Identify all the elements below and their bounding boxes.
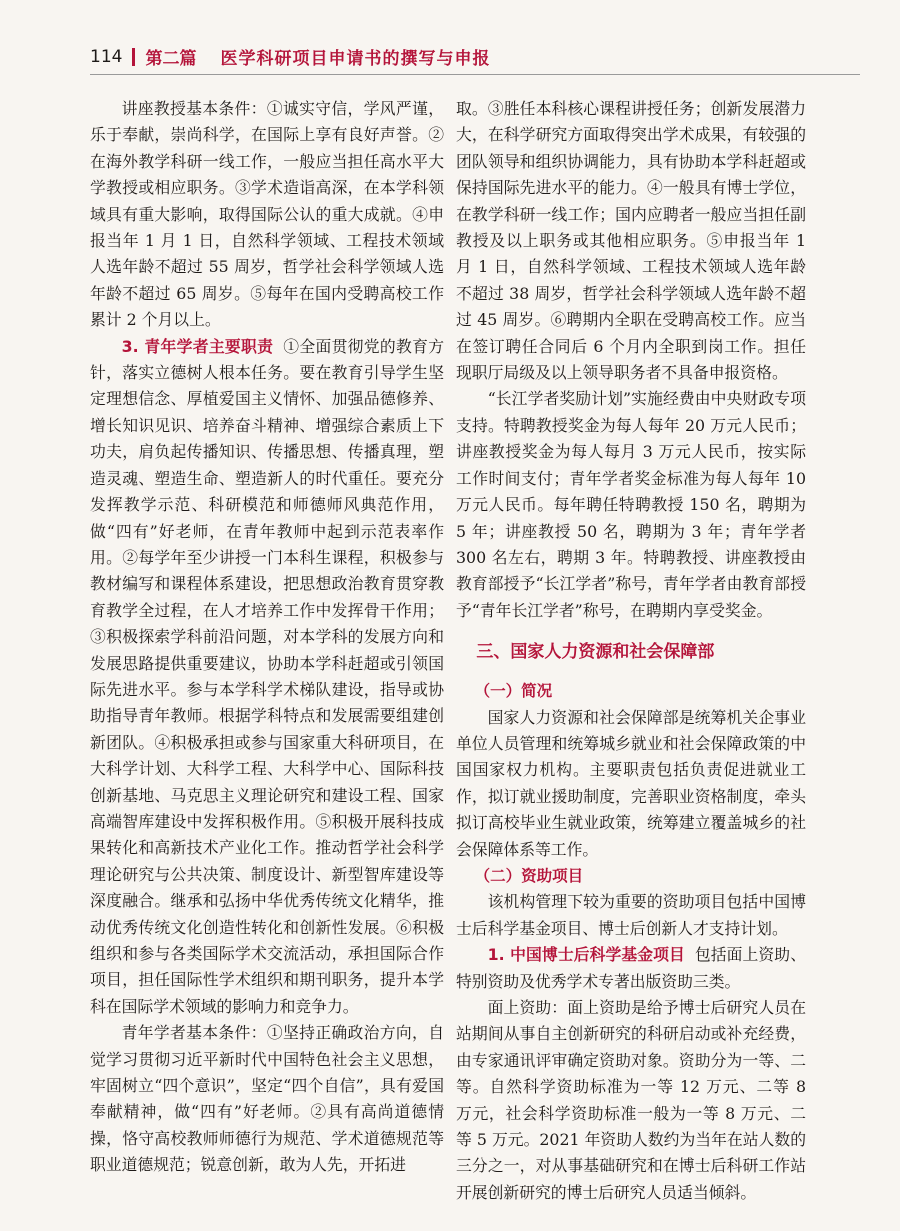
- page-number: 114: [90, 46, 123, 67]
- paragraph-lecture-professor-conditions: 讲座教授基本条件：①诚实守信，学风严谨，乐于奉献，崇尚科学，在国际上享有良好声誉。②在海外教学科研一线工作，一般应当担任高水平大学教授或相应职务。③学术造诣高深，在本学科领域具有重大影响，取得国际公认的重大成就。④申报当年 1 月 1 日，自然科学领域、工程技术领域人选年龄不超过 55 周岁，哲学社会科学领域人选年龄不超过 65 周岁。⑤每年在国内受聘高校工作累计 2 个月以上。: [90, 99, 444, 330]
- header-rule: [90, 74, 860, 75]
- section-heading-mohrss: 三、国家人力资源和社会保障部: [476, 642, 715, 663]
- paragraph-young-scholar-conditions: 青年学者基本条件：①坚持正确政治方向，自觉学习贯彻习近平新时代中国特色社会主义思想，牢固树立“四个意识”，坚定“四个自信”，具有爱国奉献精神，做“四有”好老师。②具有高尚道德情操，恪守高校教师师德行为规范、学术道德规范等职业道德规范；锐意创新，敢为人先，开拓进: [90, 1023, 444, 1175]
- section-heading-young-scholar-duties: 3. 青年学者主要职责: [121, 336, 274, 356]
- book-title: 医学科研项目申请书的撰写与申报: [220, 49, 491, 69]
- paragraph-conditions-continued: 取。③胜任本科核心课程讲授任务；创新发展潜力大，在科学研究方面取得突出学术成果，有较强的团队领导和组织协调能力，具有协助本学科赶超或保持国际先进水平的能力。④一般具有博士学位，在教学科研一线工作；国内应聘者一般应当担任副教授及以上职务或其他相应职务。⑤申报当年 1 月 1 日，自然科学领域、工程技术领域人选年龄不超过 38 周岁，哲学社会科学领域人选年龄不超过 45 周岁。⑥聘期内全职在受聘高校工作。应当在签订聘任合同后 6 个月内全职到岗工作。担任现职厅局级及以上领导职务者不具备申报资格。: [456, 99, 806, 383]
- paragraph-funding-projects: 该机构管理下较为重要的资助项目包括中国博士后科学基金项目、博士后创新人才支持计划。: [456, 892, 806, 938]
- paragraph-funding: “长江学者奖励计划”实施经费由中央财政专项支持。特聘教授奖金为每人每年 20 万元人民币；讲座教授奖金为每人每月 3 万元人民币，按实际工作时间支付；青年学者奖金标准为每人每年 10 万元人民币。每年聘任特聘教授 150 名，聘期为 5 年；讲座教授 50 名，聘期为 3 年；青年学者 300 名左右，聘期 3 年。特聘教授、讲座教授由教育部授予“长江学者”称号，青年学者由教育部授予“青年长江学者”称号，在聘期内享受奖金。: [456, 389, 806, 620]
- young-scholar-duties-text: ①全面贯彻党的教育方针，落实立德树人根本任务。要在教育引导学生坚定理想信念、厚植爱国主义情怀、加强品德修养、增长知识见识、培养奋斗精神、增强综合素质上下功夫，肩负起传播知识、传播思想、传播真理，塑造灵魂、塑造生命、塑造新人的时代重任。要充分发挥教学示范、科研模范和师德师风典范作用，做“四有”好老师，在青年教师中起到示范表率作用。②每学年至少讲授一门本科生课程，积极参与教材编写和课程体系建设，把思想政治教育贯穿教育教学全过程，在人才培养工作中发挥骨干作用；③积极探索学科前沿问题，对本学科的发展方向和发展思路提供重要建议，协助本学科赶超或引领国际先进水平。参与本学科学术梯队建设，指导或协助指导青年教师。根据学科特点和发展需要组建创新团队。④积极承担或参与国家重大科研项目，在大科学计划、大科学工程、大科学中心、国际科技创新基地、马克思主义理论研究和建设工程、国家高端智库建设中发挥积极作用。⑤积极开展科技成果转化和高新技术产业化工作。推动哲学社会科学理论研究与公共决策、制度设计、新型智库建设等深度融合。继承和弘扬中华优秀传统文化精华，推动优秀传统文化创造性转化和创新性发展。⑥积极组织和参与各类国际学术交流活动，承担国际合作项目，担任国际性学术组织和期刊职务，提升本学科在国际学术领域的影响力和竞争力。: [90, 336, 444, 1016]
- section-heading-postdoc-fund: 1. 中国博士后科学基金项目: [487, 945, 685, 965]
- paragraph-young-scholar-duties: [90, 334, 444, 1021]
- right-column: [456, 96, 806, 1206]
- paragraph-postdoc-fund: [456, 942, 806, 995]
- part-label: 第二篇: [145, 49, 197, 69]
- left-column: [90, 96, 444, 1179]
- header-divider: [132, 48, 135, 66]
- running-header: [90, 44, 840, 69]
- postdoc-fund-text: 包括面上资助、特别资助及优秀学术专著出版资助三类。: [456, 945, 806, 991]
- paragraph-overview: 国家人力资源和社会保障部是统筹机关企事业单位人员管理和统筹城乡就业和社会保障政策的中国国家权力机构。主要职责包括负责促进就业工作，拟订就业援助制度，完善职业资格制度，牵头拟订高校毕业生就业政策，统筹建立覆盖城乡的社会保障体系等工作。: [456, 707, 806, 859]
- subsection-heading-funding-projects: （二）资助项目: [474, 866, 584, 885]
- paragraph-general-funding: 面上资助：面上资助是给予博士后研究人员在站期间从事自主创新研究的科研启动或补充经费，由专家通讯评审确定资助对象。资助分为一等、二等。自然科学资助标准为一等 12 万元、二等 8 万元，社会科学资助标准一般为一等 8 万元、二等 5 万元。2021 年资助人数约为当年在站人数的三分之一，对从事基础研究和在博士后科研工作站开展创新研究的博士后研究人员适当倾斜。: [456, 998, 806, 1202]
- subsection-heading-overview: （一）简况: [474, 682, 553, 701]
